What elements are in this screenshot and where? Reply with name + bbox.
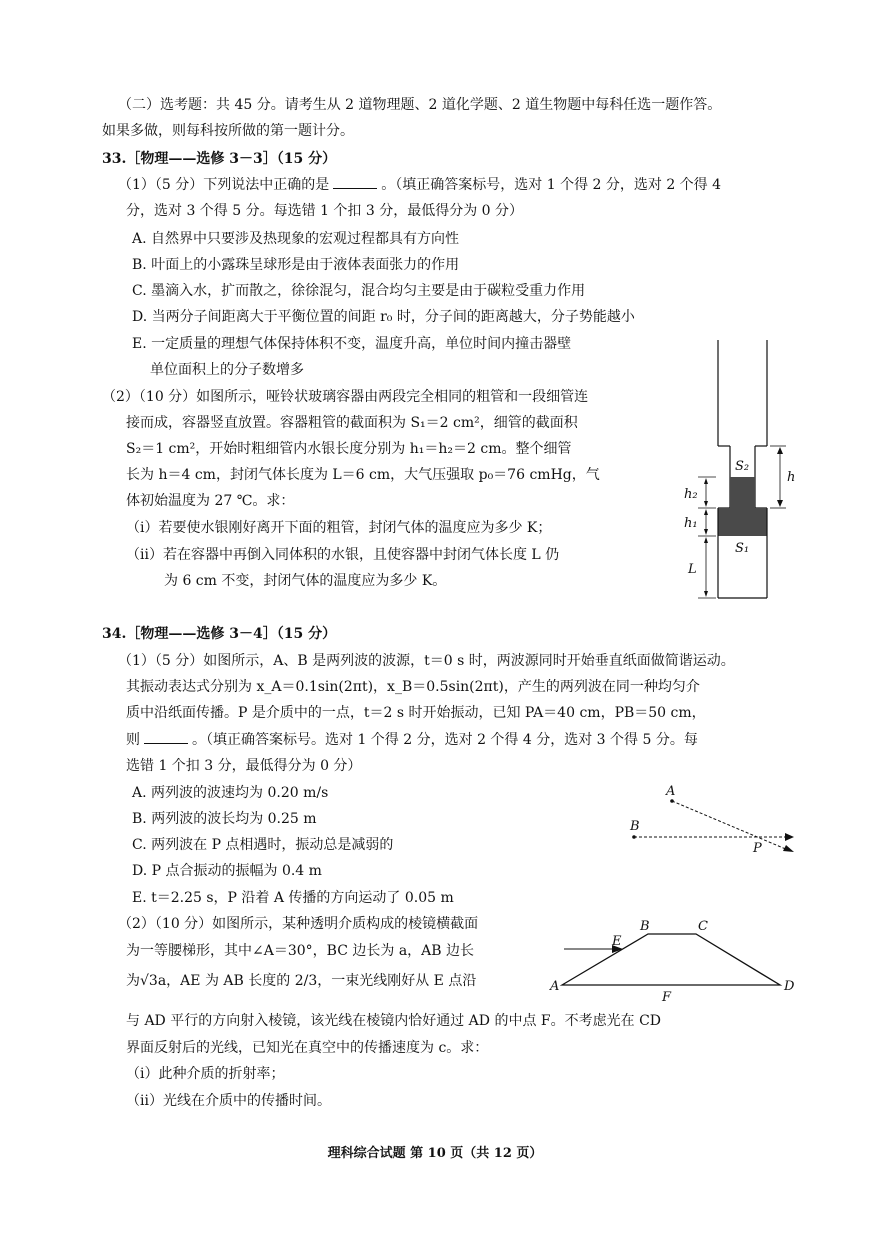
q33-p2-line-7: （ⅱ）若在容器中再倒入同体积的水银，且使容器中封闭气体长度 L 仍 bbox=[126, 547, 560, 563]
q34-p2-line-1: （2）（10 分）如图所示，某种透明介质构成的棱镜横截面 bbox=[118, 916, 479, 932]
answer-blank bbox=[144, 729, 188, 744]
q33-p1-stem-b: 。（填正确答案标号，选对 1 个得 2 分，选对 2 个得 4 bbox=[381, 177, 722, 193]
label-E: E bbox=[612, 934, 622, 949]
mercury-thin-section bbox=[730, 477, 755, 508]
q33-p2-line-4: 长为 h＝4 cm，封闭气体长度为 L＝6 cm，大气压强取 p₀＝76 cmHg，气 bbox=[126, 467, 600, 483]
mercury-coarse-section bbox=[718, 508, 767, 536]
label-h1: h₁ bbox=[684, 516, 698, 531]
q33-p1-stem-c: 分，选对 3 个得 5 分。每选错 1 个扣 3 分，最低得分为 0 分） bbox=[126, 203, 524, 219]
q34-p2-line-3: 为√3a，AE 为 AB 长度的 2/3，一束光线刚好从 E 点沿 bbox=[126, 973, 477, 989]
q33-option-b: B. 叶面上的小露珠呈球形是由于液体表面张力的作用 bbox=[132, 257, 460, 273]
q34-p2-line-6: （ⅰ）此种介质的折射率； bbox=[126, 1066, 285, 1082]
intro-line-2: 如果多做，则每科按所做的第一题计分。 bbox=[102, 123, 354, 139]
q34-p1-line-2: 其振动表达式分别为 x_A＝0.1sin(2πt)，x_B＝0.5sin(2πt)，产生的两列波在同一种均匀介 bbox=[126, 679, 700, 695]
label-B: B bbox=[640, 919, 650, 934]
label-P: P bbox=[753, 841, 762, 856]
label-h2: h₂ bbox=[684, 487, 698, 502]
answer-blank bbox=[333, 174, 377, 189]
q34-heading: 34.［物理——选修 3－4］（15 分） bbox=[102, 626, 337, 642]
label-s2: S₂ bbox=[735, 459, 750, 474]
page-footer: 理科综合试题 第 10 页（共 12 页） bbox=[327, 1146, 543, 1161]
q34-option-d: D. P 点合振动的振幅为 0.4 m bbox=[132, 863, 322, 879]
q34-option-c: C. 两列波在 P 点相遇时，振动总是减弱的 bbox=[132, 837, 394, 853]
q33-p1-stem-a: （1）（5 分）下列说法中正确的是 bbox=[118, 177, 330, 193]
trapezoid-prism-figure bbox=[548, 918, 803, 1003]
dumbbell-container-figure bbox=[680, 340, 810, 610]
q33-p2-line-1: （2）（10 分）如图所示，哑铃状玻璃容器由两段完全相同的粗管和一段细管连 bbox=[102, 389, 589, 405]
wave-sources-figure bbox=[620, 784, 800, 860]
label-s1: S₁ bbox=[735, 541, 750, 556]
q34-p1-then-b: 。（填正确答案标号。选对 1 个得 2 分，选对 2 个得 4 分，选对 3 个得 5 分。每 bbox=[192, 732, 698, 748]
q33-option-d: D. 当两分子间距离大于平衡位置的间距 r₀ 时，分子间的距离越大，分子势能越小 bbox=[132, 309, 635, 325]
q33-p2-line-5: 体初始温度为 27 ℃。求： bbox=[126, 493, 295, 509]
path-a-to-p bbox=[672, 801, 788, 850]
q34-option-a: A. 两列波的波速均为 0.20 m/s bbox=[132, 785, 329, 801]
q34-p2-line-2: 为一等腰梯形，其中∠A＝30°，BC 边长为 a，AB 边长 bbox=[126, 943, 475, 959]
prism-trapezoid bbox=[562, 934, 780, 985]
label-C: C bbox=[698, 919, 708, 934]
q33-option-a: A. 自然界中只要涉及热现象的宏观过程都具有方向性 bbox=[132, 231, 460, 247]
label-D: D bbox=[784, 979, 795, 994]
q33-p2-line-6: （ⅰ）若要使水银刚好离开下面的粗管，封闭气体的温度应为多少 K； bbox=[126, 520, 552, 536]
intro-line-1: （二）选考题：共 45 分。请考生从 2 道物理题、2 道化学题、2 道生物题中每科任选一题作答。 bbox=[118, 97, 722, 113]
q33-option-c: C. 墨滴入水，扩而散之，徐徐混匀，混合均匀主要是由于碳粒受重力作用 bbox=[132, 283, 586, 299]
q33-p1-stem bbox=[118, 174, 721, 196]
q33-option-e-cont: 单位面积上的分子数增多 bbox=[150, 362, 304, 378]
q33-heading: 33.［物理——选修 3－3］（15 分） bbox=[102, 151, 337, 167]
label-h: h bbox=[787, 470, 796, 485]
q34-p2-line-7: （ⅱ）光线在介质中的传播时间。 bbox=[126, 1093, 331, 1109]
q34-p1-then: 则 bbox=[126, 732, 140, 748]
q34-option-b: B. 两列波的波长均为 0.25 m bbox=[132, 811, 317, 827]
q34-p1-line-3: 质中沿纸面传播。P 是介质中的一点，t＝2 s 时开始振动，已知 PA＝40 cm，PB＝50 cm， bbox=[126, 705, 706, 721]
label-B: B bbox=[630, 819, 640, 834]
q34-p1-line-4 bbox=[126, 729, 698, 751]
q34-p1-line-5: 选错 1 个扣 3 分，最低得分为 0 分） bbox=[126, 758, 362, 774]
label-L: L bbox=[688, 562, 697, 577]
q34-p2-line-4: 与 AD 平行的方向射入棱镜，该光线在棱镜内恰好通过 AD 的中点 F。不考虑光在 CD bbox=[126, 1013, 662, 1029]
q33-p2-line-2: 接而成，容器竖直放置。容器粗管的截面积为 S₁＝2 cm²，细管的截面积 bbox=[126, 415, 578, 431]
label-F: F bbox=[662, 990, 672, 1005]
q34-p1-line-1: （1）（5 分）如图所示，A、B 是两列波的波源，t＝0 s 时，两波源同时开始垂直纸面做简谐运动。 bbox=[118, 653, 735, 669]
q33-p2-line-3: S₂＝1 cm²，开始时粗细管内水银长度分别为 h₁＝h₂＝2 cm。整个细管 bbox=[126, 441, 572, 457]
q34-p2-line-5: 界面反射后的光线，已知光在真空中的传播速度为 c。求： bbox=[126, 1040, 489, 1056]
label-A: A bbox=[550, 979, 560, 994]
q34-option-e: E. t＝2.25 s，P 沿着 A 传播的方向运动了 0.05 m bbox=[132, 890, 454, 906]
q33-p2-line-8: 为 6 cm 不变，封闭气体的温度应为多少 K。 bbox=[164, 573, 447, 589]
q33-option-e: E. 一定质量的理想气体保持体积不变，温度升高，单位时间内撞击器壁 bbox=[132, 336, 572, 352]
label-A: A bbox=[666, 784, 676, 799]
